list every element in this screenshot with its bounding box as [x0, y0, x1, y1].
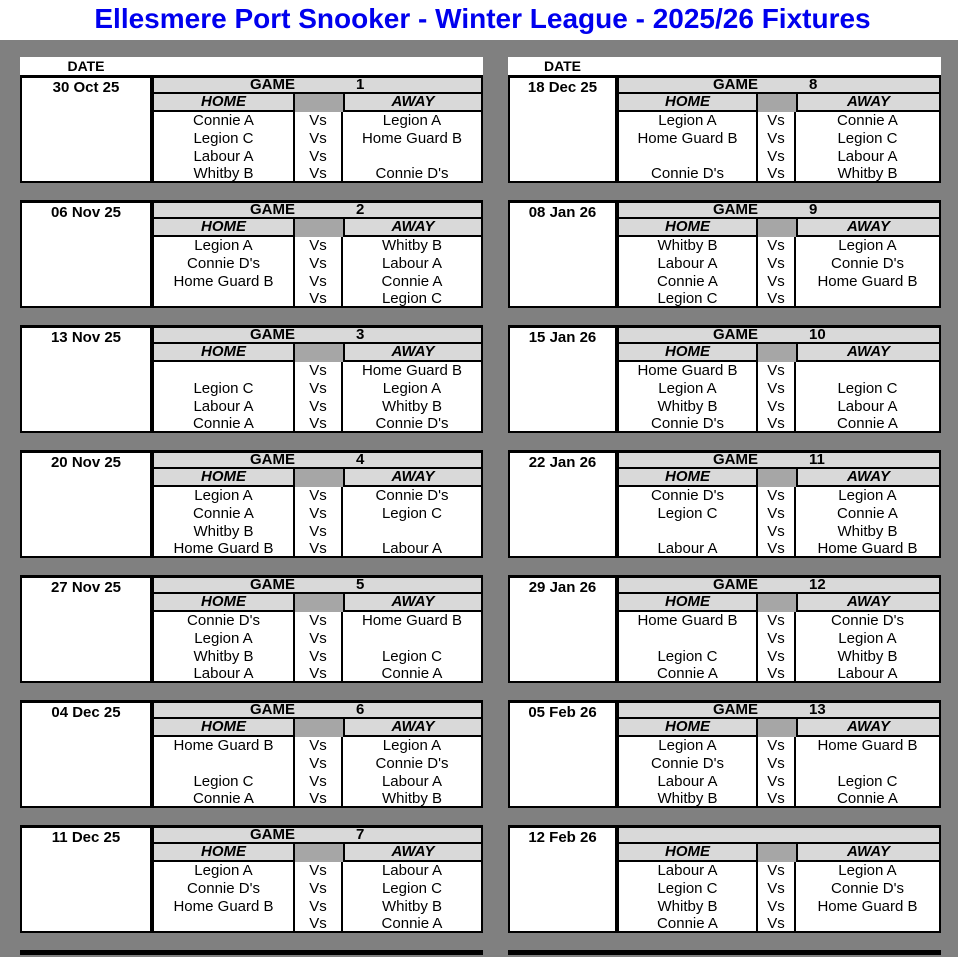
vs-cell: Vs [758, 862, 796, 880]
home-team: Home Guard B [152, 273, 295, 291]
away-team: Legion C [796, 773, 941, 791]
vs-cell: Vs [295, 541, 343, 558]
vs-cell: Vs [295, 648, 343, 666]
home-team: Connie D's [617, 416, 758, 433]
away-column-header: AWAY [343, 594, 483, 612]
away-team: Legion C [343, 648, 483, 666]
fixture-date: 22 Jan 26 [508, 450, 617, 558]
fixture-block [20, 700, 483, 808]
home-team: Legion C [617, 880, 758, 898]
home-team: Connie D's [617, 166, 758, 183]
home-team: Whitby B [152, 648, 295, 666]
home-column-header: HOME [617, 469, 758, 487]
away-team [796, 291, 941, 308]
away-team: Home Guard B [343, 362, 483, 380]
vs-column-header [295, 94, 343, 112]
date-header-label: DATE [543, 58, 582, 74]
away-team: Home Guard B [796, 541, 941, 558]
away-team: Home Guard B [343, 130, 483, 148]
vs-cell: Vs [295, 880, 343, 898]
home-column-header: HOME [152, 469, 295, 487]
fixture-block [20, 75, 483, 183]
home-team: Labour A [152, 398, 295, 416]
home-team: Labour A [617, 255, 758, 273]
home-team: Legion A [152, 630, 295, 648]
home-team: Labour A [152, 666, 295, 683]
vs-column-header [758, 344, 796, 362]
vs-cell: Vs [758, 773, 796, 791]
away-team: Labour A [343, 541, 483, 558]
fixture-block [508, 700, 941, 808]
vs-cell: Vs [295, 916, 343, 933]
away-team: Connie D's [796, 612, 941, 630]
blocks-container-left [20, 75, 483, 955]
game-header-row [617, 575, 941, 594]
vs-cell: Vs [758, 398, 796, 416]
vs-cell: Vs [295, 666, 343, 683]
away-team: Legion C [343, 880, 483, 898]
vs-column-header [295, 594, 343, 612]
vs-cell: Vs [758, 237, 796, 255]
vs-column-header [295, 219, 343, 237]
vs-column-header [758, 469, 796, 487]
away-team: Labour A [796, 398, 941, 416]
home-team: Legion C [152, 773, 295, 791]
vs-cell: Vs [758, 112, 796, 130]
home-team: Labour A [617, 862, 758, 880]
away-team: Legion A [796, 237, 941, 255]
fixture-block [508, 450, 941, 558]
vs-cell: Vs [295, 862, 343, 880]
away-team: Whitby B [796, 523, 941, 541]
away-team: Connie A [796, 791, 941, 808]
game-number: 11 [809, 451, 825, 468]
vs-cell: Vs [295, 773, 343, 791]
home-column-header: HOME [617, 844, 758, 862]
fixture-block [20, 575, 483, 683]
home-team: Connie A [152, 791, 295, 808]
vs-cell: Vs [758, 380, 796, 398]
vs-column-header [295, 344, 343, 362]
vs-column-header [758, 594, 796, 612]
vs-cell: Vs [758, 737, 796, 755]
fixture-date: 05 Feb 26 [508, 700, 617, 808]
home-team: Legion C [152, 380, 295, 398]
fixtures-column-right [508, 57, 941, 955]
away-column-header: AWAY [343, 844, 483, 862]
game-label [619, 828, 758, 842]
away-team: Legion A [343, 380, 483, 398]
fixture-block [508, 575, 941, 683]
home-team: Connie D's [152, 612, 295, 630]
away-team: Whitby B [343, 398, 483, 416]
vs-cell: Vs [295, 898, 343, 916]
vs-cell: Vs [758, 130, 796, 148]
away-team: Connie D's [343, 416, 483, 433]
vs-cell: Vs [758, 630, 796, 648]
away-team: Connie A [343, 916, 483, 933]
home-team: Home Guard B [152, 737, 295, 755]
fixture-date: 15 Jan 26 [508, 325, 617, 433]
away-team: Legion C [343, 505, 483, 523]
game-number: 7 [356, 826, 365, 843]
fixture-date: 13 Nov 25 [20, 325, 152, 433]
game-header-row [152, 700, 483, 719]
away-team: Connie A [343, 273, 483, 291]
fixture-block [20, 450, 483, 558]
vs-cell: Vs [295, 255, 343, 273]
home-team: Legion C [617, 648, 758, 666]
vs-cell: Vs [295, 755, 343, 773]
away-team: Whitby B [343, 237, 483, 255]
vs-cell: Vs [295, 237, 343, 255]
game-label: GAME [713, 201, 758, 218]
fixture-date: 30 Oct 25 [20, 75, 152, 183]
away-team: Legion C [796, 130, 941, 148]
vs-cell: Vs [758, 487, 796, 505]
game-label: GAME [250, 326, 295, 343]
away-team [343, 523, 483, 541]
home-column-header: HOME [617, 94, 758, 112]
away-team: Legion A [796, 487, 941, 505]
away-column-header: AWAY [796, 844, 941, 862]
game-number: 12 [809, 576, 826, 593]
game-number: 13 [809, 701, 826, 718]
fixture-block [508, 200, 941, 308]
fixture-block [508, 825, 941, 933]
away-team: Connie A [796, 416, 941, 433]
away-team [796, 362, 941, 380]
home-team [617, 630, 758, 648]
home-column-header: HOME [152, 844, 295, 862]
vs-cell: Vs [758, 255, 796, 273]
fixture-date: 04 Dec 25 [20, 700, 152, 808]
vs-cell: Vs [295, 416, 343, 433]
home-column-header: HOME [617, 219, 758, 237]
vs-cell: Vs [295, 523, 343, 541]
away-team: Labour A [343, 773, 483, 791]
home-team: Connie D's [617, 755, 758, 773]
page-title: Ellesmere Port Snooker - Winter League - 2025/26 Fixtures [94, 3, 871, 34]
away-team: Legion C [343, 291, 483, 308]
home-team [152, 916, 295, 933]
date-header-bar [20, 57, 483, 75]
home-team: Connie A [617, 273, 758, 291]
next-block-top-edge [20, 950, 483, 955]
home-team: Whitby B [152, 166, 295, 183]
away-team: Labour A [343, 862, 483, 880]
vs-cell: Vs [758, 666, 796, 683]
home-team: Home Guard B [617, 612, 758, 630]
away-team: Legion A [796, 862, 941, 880]
home-column-header: HOME [152, 219, 295, 237]
vs-cell: Vs [295, 291, 343, 308]
away-team: Home Guard B [796, 273, 941, 291]
home-team [152, 291, 295, 308]
game-header-row [152, 575, 483, 594]
vs-cell: Vs [758, 523, 796, 541]
fixture-date: 18 Dec 25 [508, 75, 617, 183]
game-number: 6 [356, 701, 365, 718]
away-column-header: AWAY [796, 94, 941, 112]
vs-cell: Vs [295, 380, 343, 398]
vs-cell: Vs [758, 541, 796, 558]
fixture-block [508, 75, 941, 183]
game-label: GAME [713, 701, 758, 718]
away-column-header: AWAY [343, 469, 483, 487]
fixture-block [20, 200, 483, 308]
away-column-header: AWAY [343, 94, 483, 112]
home-team: Labour A [617, 773, 758, 791]
away-team [343, 148, 483, 166]
home-team: Connie A [152, 416, 295, 433]
away-team: Connie D's [343, 755, 483, 773]
home-team: Legion A [617, 380, 758, 398]
vs-column-header [758, 719, 796, 737]
home-team: Legion A [152, 862, 295, 880]
vs-cell: Vs [758, 148, 796, 166]
vs-cell: Vs [295, 148, 343, 166]
game-label: GAME [713, 76, 758, 93]
vs-cell: Vs [295, 505, 343, 523]
home-column-header: HOME [152, 94, 295, 112]
fixture-block [20, 325, 483, 433]
away-column-header: AWAY [343, 344, 483, 362]
game-number [796, 828, 939, 842]
home-team: Connie D's [617, 487, 758, 505]
game-header-row [617, 700, 941, 719]
fixture-date: 27 Nov 25 [20, 575, 152, 683]
game-header-row [152, 75, 483, 94]
game-label: GAME [250, 201, 295, 218]
vs-cell: Vs [758, 916, 796, 933]
away-team: Legion A [343, 112, 483, 130]
vs-cell: Vs [758, 898, 796, 916]
home-team: Connie D's [152, 255, 295, 273]
game-label: GAME [713, 451, 758, 468]
home-column-header: HOME [617, 344, 758, 362]
home-team: Whitby B [617, 898, 758, 916]
away-column-header: AWAY [796, 219, 941, 237]
vs-cell: Vs [295, 273, 343, 291]
away-column-header: AWAY [796, 719, 941, 737]
home-column-header: HOME [617, 594, 758, 612]
vs-cell: Vs [758, 362, 796, 380]
away-team: Connie A [343, 666, 483, 683]
vs-column-header [295, 719, 343, 737]
fixture-date: 29 Jan 26 [508, 575, 617, 683]
game-number: 3 [356, 326, 365, 343]
game-header-row [617, 825, 941, 844]
vs-cell: Vs [758, 612, 796, 630]
game-header-row [152, 200, 483, 219]
game-label: GAME [250, 826, 295, 843]
vs-cell: Vs [295, 130, 343, 148]
vs-cell: Vs [758, 755, 796, 773]
home-team: Home Guard B [617, 130, 758, 148]
vs-cell: Vs [295, 791, 343, 808]
game-label: GAME [250, 451, 295, 468]
game-label: GAME [713, 576, 758, 593]
home-team: Home Guard B [617, 362, 758, 380]
game-header-row [617, 75, 941, 94]
home-team: Connie A [152, 112, 295, 130]
away-team: Home Guard B [796, 737, 941, 755]
home-team: Legion A [152, 487, 295, 505]
home-column-header: HOME [152, 344, 295, 362]
vs-column-header [758, 94, 796, 112]
home-team [152, 755, 295, 773]
fixtures-column-left [20, 57, 483, 955]
game-header-row [152, 325, 483, 344]
game-number: 4 [356, 451, 365, 468]
away-team: Home Guard B [796, 898, 941, 916]
game-number: 5 [356, 576, 365, 593]
date-header-bar [508, 57, 941, 75]
home-team: Connie D's [152, 880, 295, 898]
away-team: Connie D's [796, 880, 941, 898]
game-number: 8 [809, 76, 818, 93]
away-column-header: AWAY [796, 469, 941, 487]
away-team: Legion A [343, 737, 483, 755]
away-team: Connie D's [796, 255, 941, 273]
home-team: Whitby B [617, 237, 758, 255]
game-number: 10 [809, 326, 826, 343]
game-label: GAME [250, 576, 295, 593]
vs-column-header [758, 219, 796, 237]
fixture-block [20, 825, 483, 933]
vs-cell: Vs [295, 166, 343, 183]
home-team: Labour A [152, 148, 295, 166]
away-team [796, 916, 941, 933]
home-team: Connie A [152, 505, 295, 523]
game-label: GAME [250, 76, 295, 93]
away-team: Legion A [796, 630, 941, 648]
home-team [617, 523, 758, 541]
game-header-row [152, 825, 483, 844]
vs-column-header [295, 469, 343, 487]
home-team: Legion A [617, 737, 758, 755]
vs-column-header [295, 844, 343, 862]
vs-cell: Vs [758, 791, 796, 808]
home-team [617, 148, 758, 166]
fixture-date: 20 Nov 25 [20, 450, 152, 558]
away-column-header: AWAY [796, 594, 941, 612]
away-column-header: AWAY [796, 344, 941, 362]
away-team: Labour A [796, 148, 941, 166]
game-number: 1 [356, 76, 365, 93]
away-team [796, 755, 941, 773]
home-column-header: HOME [152, 594, 295, 612]
home-team: Legion A [617, 112, 758, 130]
home-team: Connie A [617, 666, 758, 683]
vs-cell: Vs [758, 166, 796, 183]
fixture-date: 06 Nov 25 [20, 200, 152, 308]
game-header-row [617, 450, 941, 469]
game-number: 2 [356, 201, 365, 218]
away-team: Whitby B [343, 791, 483, 808]
home-team: Connie A [617, 916, 758, 933]
away-team: Labour A [796, 666, 941, 683]
fixture-date: 12 Feb 26 [508, 825, 617, 933]
date-header-label: DATE [67, 58, 105, 74]
vs-cell: Vs [758, 416, 796, 433]
vs-cell: Vs [295, 612, 343, 630]
game-number: 9 [809, 201, 818, 218]
away-team [343, 630, 483, 648]
away-team: Connie A [796, 112, 941, 130]
away-team: Connie D's [343, 487, 483, 505]
fixture-block [508, 325, 941, 433]
away-team: Labour A [343, 255, 483, 273]
home-team: Home Guard B [152, 541, 295, 558]
game-header-row [617, 325, 941, 344]
vs-cell: Vs [758, 505, 796, 523]
home-team [152, 362, 295, 380]
vs-cell: Vs [295, 398, 343, 416]
fixture-date: 08 Jan 26 [508, 200, 617, 308]
vs-cell: Vs [758, 291, 796, 308]
home-team: Legion C [617, 505, 758, 523]
game-label: GAME [250, 701, 295, 718]
away-team: Connie D's [343, 166, 483, 183]
away-team: Legion C [796, 380, 941, 398]
fixture-date: 11 Dec 25 [20, 825, 152, 933]
away-column-header: AWAY [343, 719, 483, 737]
home-column-header: HOME [152, 719, 295, 737]
home-team: Labour A [617, 541, 758, 558]
game-header-row [152, 450, 483, 469]
home-team: Legion C [152, 130, 295, 148]
game-header-row [617, 200, 941, 219]
vs-cell: Vs [295, 630, 343, 648]
vs-cell: Vs [295, 362, 343, 380]
vs-cell: Vs [758, 273, 796, 291]
home-team: Whitby B [617, 791, 758, 808]
next-block-top-edge [508, 950, 941, 955]
home-team: Legion A [152, 237, 295, 255]
vs-cell: Vs [295, 112, 343, 130]
vs-cell: Vs [758, 880, 796, 898]
home-team: Legion C [617, 291, 758, 308]
away-team: Connie A [796, 505, 941, 523]
game-label: GAME [713, 326, 758, 343]
home-column-header: HOME [617, 719, 758, 737]
home-team: Whitby B [152, 523, 295, 541]
blocks-container-right [508, 75, 941, 955]
vs-cell: Vs [295, 487, 343, 505]
vs-cell: Vs [295, 737, 343, 755]
away-column-header: AWAY [343, 219, 483, 237]
away-team: Whitby B [343, 898, 483, 916]
away-team: Whitby B [796, 648, 941, 666]
vs-cell: Vs [758, 648, 796, 666]
home-team: Whitby B [617, 398, 758, 416]
away-team: Home Guard B [343, 612, 483, 630]
home-team: Home Guard B [152, 898, 295, 916]
away-team: Whitby B [796, 166, 941, 183]
vs-column-header [758, 844, 796, 862]
